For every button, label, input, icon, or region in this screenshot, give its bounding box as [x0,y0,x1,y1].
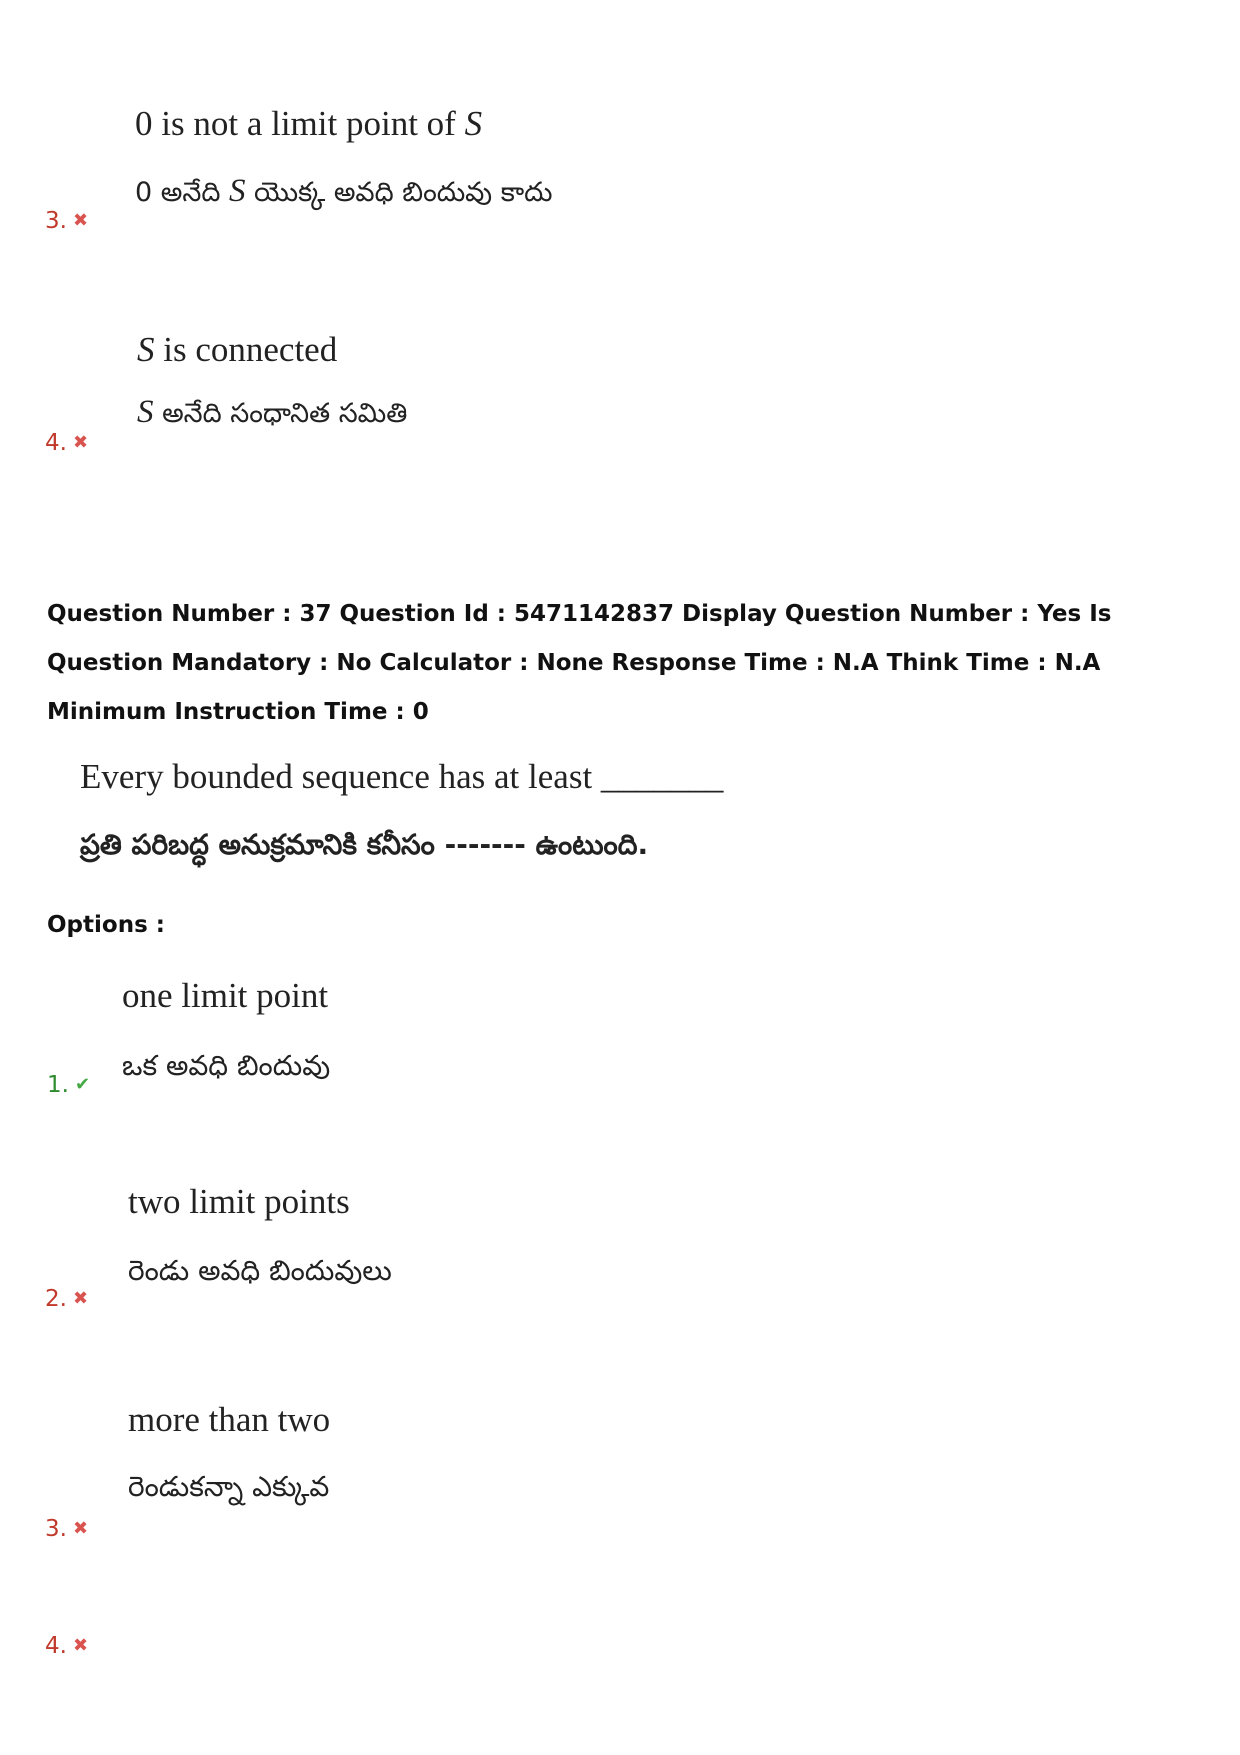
question-meta: Question Number : 37 Question Id : 5471142837 Display Question Number : Yes Is Question Mandatory : No Calculator : None Response Time : N.A Think Time : N.A Minimum Instruction Time : 0 [47,601,1112,725]
prev-option-3-telugu: 0 అనేది S యొక్క అవధి బిందువు కాదు [135,173,553,209]
cross-icon: ✖ [72,432,89,453]
cross-icon: ✖ [72,210,89,231]
option-2-english: two limit points [128,1182,350,1221]
option-2-telugu: రెండు అవధి బిందువులు [128,1254,392,1287]
option-3-telugu: రెండుకన్నా ఎక్కువ [128,1470,330,1503]
question-stem-english: Every bounded sequence has at least _______ [80,757,724,796]
option-1-telugu: ఒక అవధి బిందువు [122,1049,331,1082]
question-stem-telugu: ప్రతి పరిబద్ధ అనుక్రమానికి కనీసం ------- ఉంటుంది. [80,828,649,861]
option-4-marker: 4. ✖ [45,1633,89,1659]
option-1-english: one limit point [122,976,329,1015]
options-label: Options : [47,912,165,938]
cross-icon: ✖ [72,1288,89,1309]
prev-option-4-english: S is connected [137,330,338,369]
check-icon: ✔ [74,1074,91,1095]
option-3-english: more than two [128,1400,331,1439]
prev-option-4-marker: 4. ✖ [45,430,89,456]
option-3-marker: 3. ✖ [45,1516,89,1542]
prev-option-3-marker: 3. ✖ [45,208,89,234]
option-1-marker: 1. ✔ [47,1072,91,1098]
cross-icon: ✖ [72,1518,89,1539]
cross-icon: ✖ [72,1635,89,1656]
prev-option-4-telugu: S అనేది సంధానిత సమితి [137,394,408,430]
prev-option-3-english: 0 is not a limit point of S [135,104,483,143]
option-2-marker: 2. ✖ [45,1286,89,1312]
